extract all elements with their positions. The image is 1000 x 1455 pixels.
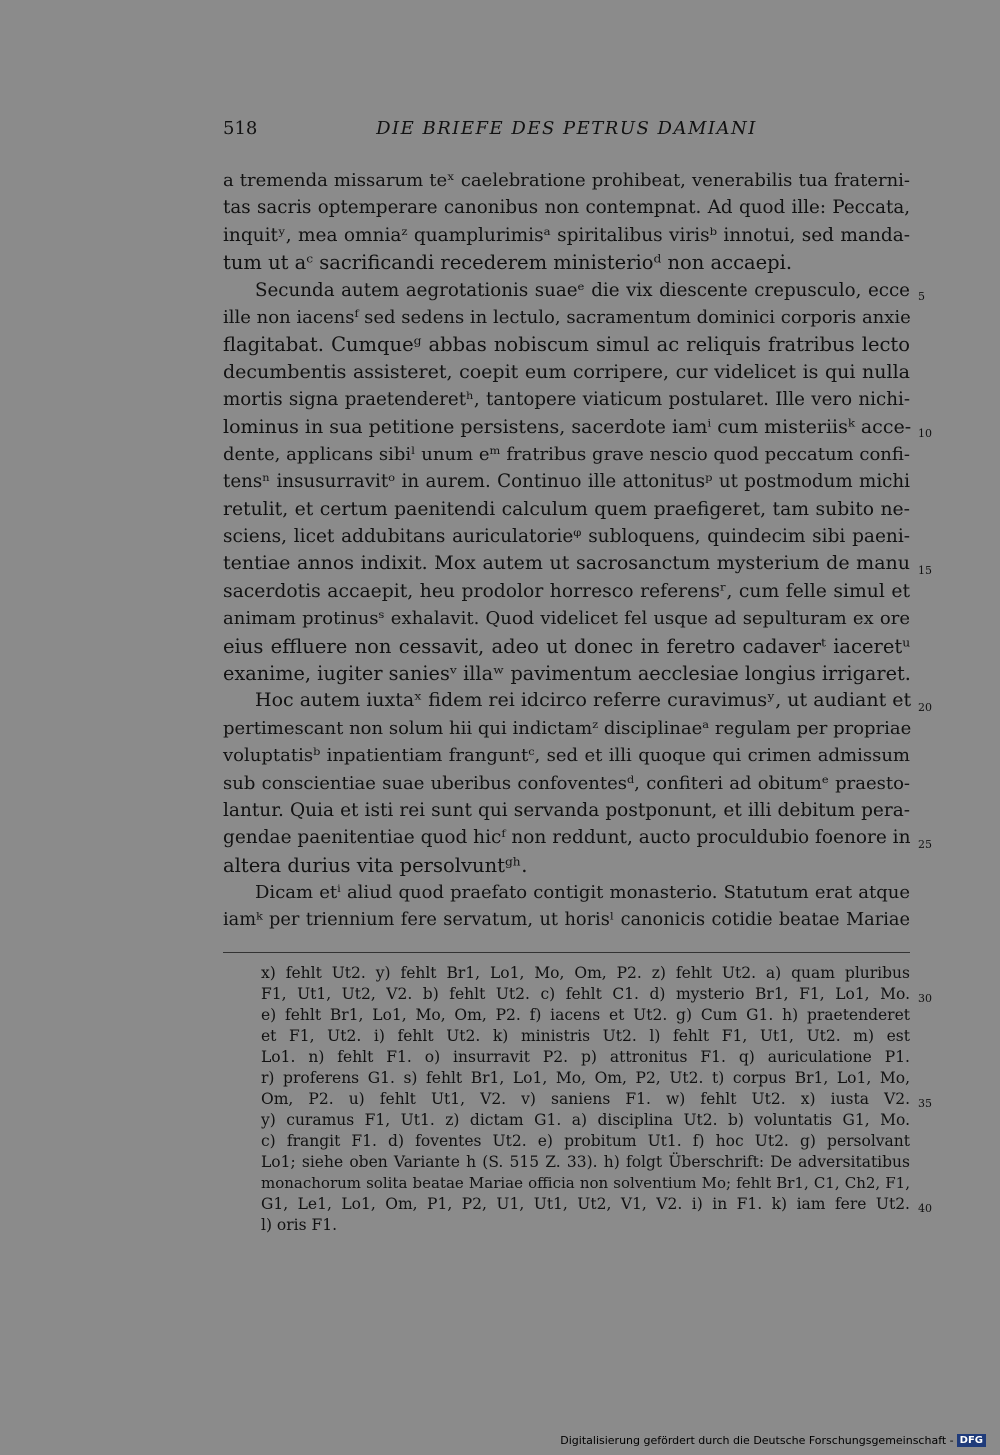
text-line: Secunda autem aegrotationis suaeᵉ die vix diescente crepusculo, ecce	[255, 279, 910, 301]
text-line: tas sacris optemperare canonibus non contempnat. Ad quod ille: Peccata,	[223, 197, 910, 219]
text-line: voluptatisᵇ inpatientiam franguntᶜ, sed et illi quoque qui crimen admissum	[223, 745, 910, 767]
apparatus-line: monachorum solita beatae Mariae officia non solventium Mo; fehlt Br1, C1, Ch2, F1,	[261, 1174, 910, 1192]
line-number: 30	[918, 992, 932, 1005]
text-line: eius effluere non cessavit, adeo ut donec in feretro cadaverᵗ iaceretᵘ	[223, 634, 910, 658]
running-title: DIE BRIEFE DES PETRUS DAMIANI	[376, 118, 757, 139]
apparatus-line: Lo1. n) fehlt F1. o) insurravit P2. p) attronitus F1. q) auriculatione P1.	[261, 1048, 910, 1066]
line-number: 10	[918, 427, 932, 440]
apparatus-line: Om, P2. u) fehlt Ut1, V2. v) saniens F1. w) fehlt Ut2. x) iusta V2.	[261, 1090, 910, 1108]
text-line: lominus in sua petitione persistens, sacerdote iamⁱ cum misteriisᵏ acce-	[223, 415, 912, 438]
text-line: tentiae annos indixit. Mox autem ut sacrosanctum mysterium de manu	[223, 552, 910, 575]
text-line: sciens, licet addubitans auriculatorieᵠ subloquens, quindecim sibi paeni-	[223, 526, 910, 548]
apparatus-line: l) oris F1.	[261, 1216, 338, 1234]
apparatus-line: F1, Ut1, Ut2, V2. b) fehlt Ut2. c) fehlt C1. d) mysterio Br1, F1, Lo1, Mo.	[261, 985, 910, 1003]
text-line: pertimescant non solum hii qui indictamᶻ disciplinaeᵃ regulam per propriae	[223, 717, 912, 739]
text-line: sacerdotis accaepit, heu prodolor horresco referensʳ, cum felle simul et	[223, 580, 910, 602]
text-line: tum ut aᶜ sacrificandi recederem ministerioᵈ non accaepi.	[223, 251, 793, 275]
main-text	[223, 167, 910, 934]
text-line: dente, applicans sibiˡ unum eᵐ fratribus grave nescio quod peccatum confi-	[223, 443, 910, 465]
apparatus-line: e) fehlt Br1, Lo1, Mo, Om, P2. f) iacens et Ut2. g) Cum G1. h) praetenderet	[261, 1006, 910, 1024]
apparatus-line: et F1, Ut2. i) fehlt Ut2. k) ministris Ut2. l) fehlt F1, Ut1, Ut2. m) est	[261, 1027, 910, 1045]
apparatus-line: y) curamus F1, Ut1. z) dictam G1. a) disciplina Ut2. b) voluntatis G1, Mo.	[261, 1111, 910, 1129]
apparatus-line: Lo1; siehe oben Variante h (S. 515 Z. 33). h) folgt Überschrift: De adversitatibus	[261, 1153, 910, 1171]
text-line: sub conscientiae suae uberibus confoventesᵈ, confiteri ad obitumᵉ praesto-	[223, 772, 910, 794]
apparatus-line: x) fehlt Ut2. y) fehlt Br1, Lo1, Mo, Om, P2. z) fehlt Ut2. a) quam pluribus	[261, 964, 910, 982]
apparatus-line: c) frangit F1. d) foventes Ut2. e) probitum Ut1. f) hoc Ut2. g) persolvant	[261, 1132, 910, 1150]
text-line: Dicam etⁱ aliud quod praefato contigit monasterio. Statutum erat atque	[255, 882, 910, 904]
dfg-logo: DFG	[957, 1434, 986, 1447]
text-line: lantur. Quia et isti rei sunt qui servanda postponunt, et illi debitum pera-	[223, 799, 910, 821]
line-number: 20	[918, 701, 932, 714]
page-number: 518	[223, 118, 258, 139]
text-line: flagitabat. Cumqueᵍ abbas nobiscum simul ac reliquis fratribus lecto	[223, 333, 910, 357]
running-header	[223, 118, 910, 142]
line-number: 25	[918, 838, 932, 851]
text-line: animam protinusˢ exhalavit. Quod videlicet fel usque ad sepulturam ex ore	[223, 608, 910, 630]
text-line: inquitʸ, mea omniaᶻ quamplurimisᵃ spiritalibus virisᵇ innotui, sed manda-	[223, 224, 910, 246]
critical-apparatus	[261, 963, 910, 1236]
apparatus-line: G1, Le1, Lo1, Om, P1, P2, U1, Ut1, Ut2, V1, V2. i) in F1. k) iam fere Ut2.	[261, 1195, 910, 1213]
line-number: 35	[918, 1097, 932, 1110]
footnote-separator	[223, 952, 910, 953]
credit-text: Digitalisierung gefördert durch die Deutsche Forschungsgemeinschaft -	[560, 1434, 954, 1447]
line-number: 5	[918, 290, 925, 303]
digitization-credit	[560, 1434, 986, 1447]
text-line: exanime, iugiter saniesᵛ illaʷ pavimentum aecclesiae longius irrigaret.	[223, 662, 911, 686]
text-line: a tremenda missarum teˣ caelebratione prohibeat, venerabilis tua fraterni-	[223, 170, 910, 191]
text-line: decumbentis assisteret, coepit eum corripere, cur videlicet is qui nulla	[223, 360, 910, 383]
line-number: 15	[918, 564, 932, 577]
text-line: retulit, et certum paenitendi calculum quem praefigeret, tam subito ne-	[223, 498, 910, 520]
text-line: tensⁿ insusurravitᵒ in aurem. Continuo ille attonitusᵖ ut postmodum michi	[223, 471, 910, 493]
text-line: altera durius vita persolvuntᵍʰ.	[223, 853, 528, 877]
text-line: iamᵏ per triennium fere servatum, ut horisˡ canonicis cotidie beatae Mariae	[223, 909, 910, 930]
text-line: Hoc autem iuxtaˣ fidem rei idcirco referre curavimusʸ, ut audiant et	[255, 689, 912, 712]
text-line: mortis signa praetenderetʰ, tantopere viaticum postularet. Ille vero nichi-	[223, 389, 910, 411]
apparatus-line: r) proferens G1. s) fehlt Br1, Lo1, Mo, Om, P2, Ut2. t) corpus Br1, Lo1, Mo,	[261, 1069, 910, 1087]
line-number: 40	[918, 1202, 932, 1215]
text-line: ille non iacensᶠ sed sedens in lectulo, sacramentum dominici corporis anxie	[223, 306, 911, 328]
text-line: gendae paenitentiae quod hicᶠ non reddunt, aucto proculdubio foenore in	[223, 827, 911, 849]
